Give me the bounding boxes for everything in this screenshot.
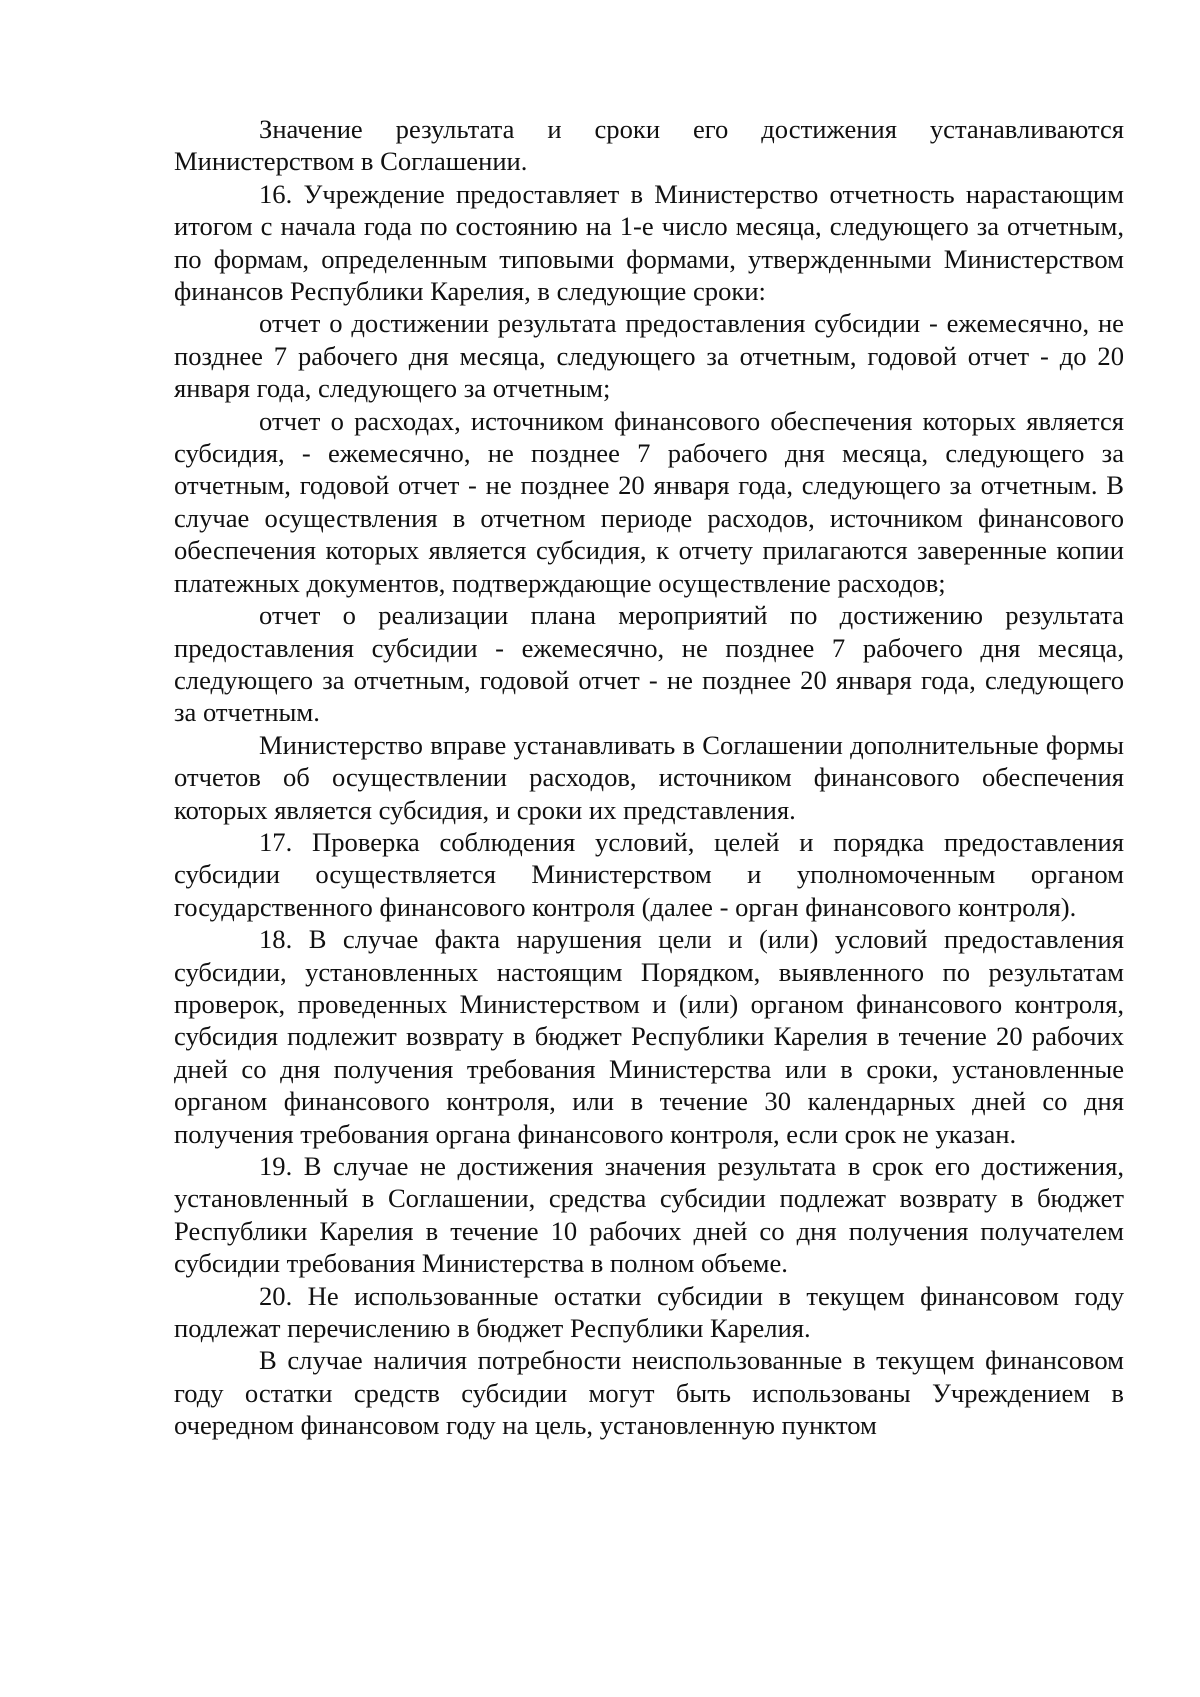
paragraph-17-inspection: 17. Проверка соблюдения условий, целей и порядка предоставления субсидии осуществляется Министерством и уполномоченным органом государственного финансового контроля (далее - орган финансового контроля). — [174, 826, 1124, 922]
paragraph-18-violation: 18. В случае факта нарушения цели и (или) условий предоставления субсидии, установленных настоящим Порядком, выявленного по результатам проверок, проведенных Министерством и (или) органом финансового контроля, субсидия подлежит возврату в бюджет Республики Карелия в течение 20 рабочих дней со дня получения требования Министерства или в сроки, установленные органом финансового контроля, или в течение 30 календарных дней со дня получения требования органа финансового контроля, если срок не указан. — [174, 924, 1124, 1149]
paragraph-report-expenses: отчет о расходах, источником финансового обеспечения которых является субсидия, - ежемесячно, не позднее 7 рабочего дня месяца, следующего за отчетным, годовой отчет - не позднее 20 января года, следующего за отчетным. В случае осуществления в отчетном периоде расходов, источником финансового обеспечения которых является субсидия, к отчету прилагаются заверенные копии платежных документов, подтверждающие осуществление расходов; — [174, 405, 1124, 598]
paragraph-report-achievement: отчет о достижении результата предоставления субсидии - ежемесячно, не позднее 7 рабочего дня месяца, следующего за отчетным, годовой отчет - до 20 января года, следующего за отчетным; — [174, 308, 1124, 404]
paragraph-additional-forms: Министерство вправе устанавливать в Соглашении дополнительные формы отчетов об осуществлении расходов, источником финансового обеспечения которых является субсидия, и сроки их представления. — [174, 729, 1124, 825]
paragraph-report-plan: отчет о реализации плана мероприятий по достижению результата предоставления субсидии - ежемесячно, не позднее 7 рабочего дня месяца, следующего за отчетным, годовой отчет - не позднее 20 января года, следующего за отчетным. — [174, 600, 1124, 728]
paragraph-result-value: Значение результата и сроки его достижения устанавливаются Министерством в Соглашении. — [174, 114, 1124, 177]
document-body — [174, 113, 1124, 1442]
paragraph-20-unused-balance: 20. Не использованные остатки субсидии в текущем финансовом году подлежат перечислению в бюджет Республики Карелия. — [174, 1280, 1124, 1344]
paragraph-16-reporting: 16. Учреждение предоставляет в Министерство отчетность нарастающим итогом с начала года по состоянию на 1-е число месяца, следующего за отчетным, по формам, определенным типовыми формами, утвержденными Министерством финансов Республики Карелия, в следующие сроки: — [174, 178, 1124, 307]
paragraph-need-remaining: В случае наличия потребности неиспользованные в текущем финансовом году остатки средств субсидии могут быть использованы Учреждением в очередном финансовом году на цель, установленную пунктом — [174, 1345, 1124, 1441]
paragraph-19-not-achieved: 19. В случае не достижения значения результата в срок его достижения, установленный в Соглашении, средства субсидии подлежат возврату в бюджет Республики Карелия в течение 10 рабочих дней со дня получения получателем субсидии требования Министерства в полном объеме. — [174, 1151, 1124, 1279]
